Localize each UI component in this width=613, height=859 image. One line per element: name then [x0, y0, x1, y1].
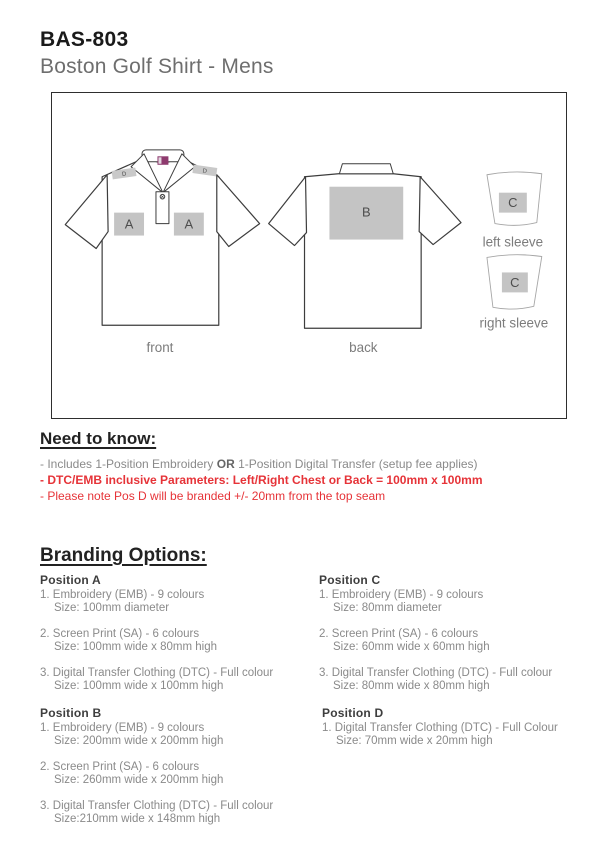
position-a-title: Position A	[40, 573, 101, 587]
right-sleeve-drawing	[480, 255, 549, 331]
back-collar-stand	[339, 164, 393, 174]
item-size: Size: 70mm wide x 20mm high	[336, 734, 493, 747]
branding-item	[40, 628, 315, 653]
need-to-know-line-2: - DTC/EMB inclusive Parameters: Left/Right Chest or Back = 100mm x 100mm	[40, 473, 483, 487]
left-sleeve-drawing	[483, 172, 544, 250]
front-view-label: front	[146, 340, 174, 356]
position-a-letter: A	[184, 216, 194, 232]
branding-item	[319, 589, 594, 614]
line1-post: 1-Position Digital Transfer (setup fee applies)	[234, 457, 478, 471]
back-right-sleeve	[419, 177, 461, 245]
right-sleeve-label: right sleeve	[479, 315, 549, 331]
item-line: 1. Digital Transfer Clothing (DTC) - Full Colour	[322, 722, 558, 734]
need-to-know-list	[40, 456, 580, 504]
need-to-know-line-1	[40, 456, 580, 472]
position-d-block	[319, 706, 594, 747]
position-c-letter: C	[510, 274, 520, 290]
item-line: 3. Digital Transfer Clothing (DTC) - Full colour	[319, 667, 553, 679]
branding-item	[40, 667, 315, 692]
item-size: Size:210mm wide x 148mm high	[54, 812, 221, 825]
page-title: BAS-803	[40, 28, 129, 51]
back-left-sleeve	[269, 177, 307, 246]
branding-item	[319, 667, 594, 692]
position-a-block	[40, 573, 315, 692]
line1-bold-or: OR	[216, 457, 235, 471]
line1-pre: - Includes 1-Position Embroidery	[40, 457, 217, 471]
item-line: 3. Digital Transfer Clothing (DTC) - Full colour	[40, 800, 274, 812]
position-c-block	[319, 573, 594, 692]
item-line: 3. Digital Transfer Clothing (DTC) - Full colour	[40, 667, 274, 679]
item-size: Size: 100mm wide x 80mm high	[54, 640, 217, 653]
left-sleeve-label: left sleeve	[482, 234, 544, 250]
front-shirt-drawing	[65, 150, 259, 355]
back-view-label: back	[349, 340, 378, 356]
position-b-title: Position B	[40, 706, 102, 720]
position-c-title: Position C	[319, 573, 381, 587]
branding-item	[40, 761, 315, 786]
collar-brand-label-detail	[158, 157, 161, 163]
position-a-letter: A	[124, 216, 134, 232]
back-shirt-drawing	[269, 164, 461, 355]
item-line: 1. Embroidery (EMB) - 9 colours	[319, 589, 484, 601]
garment-diagram	[52, 93, 566, 418]
garment-diagram-box	[51, 92, 567, 419]
item-size: Size: 60mm wide x 60mm high	[333, 640, 490, 653]
position-b-block	[40, 706, 315, 825]
branding-column-right	[319, 573, 594, 761]
branding-column-left	[40, 573, 315, 839]
item-size: Size: 80mm diameter	[333, 601, 442, 614]
item-line: 2. Screen Print (SA) - 6 colours	[40, 761, 200, 773]
position-b-letter: B	[362, 204, 371, 220]
item-line: 2. Screen Print (SA) - 6 colours	[40, 628, 200, 640]
branding-options-heading: Branding Options:	[40, 545, 207, 566]
position-d-letter: D	[202, 168, 208, 176]
branding-item	[40, 722, 315, 747]
branding-item	[319, 628, 594, 653]
front-body	[102, 158, 219, 325]
item-size: Size: 100mm diameter	[54, 601, 170, 614]
position-d-title: Position D	[322, 706, 384, 720]
position-c-letter: C	[508, 195, 518, 211]
branding-item	[40, 589, 315, 614]
item-line: 2. Screen Print (SA) - 6 colours	[319, 628, 479, 640]
front-right-sleeve	[217, 175, 260, 247]
branding-item	[40, 800, 315, 825]
need-to-know-line-3: - Please note Pos D will be branded +/- 20mm from the top seam	[40, 489, 386, 503]
item-size: Size: 260mm wide x 200mm high	[54, 773, 224, 786]
need-to-know-heading: Need to know:	[40, 429, 157, 448]
item-line: 1. Embroidery (EMB) - 9 colours	[40, 722, 205, 734]
position-d-letter: D	[121, 171, 127, 179]
item-size: Size: 200mm wide x 200mm high	[54, 734, 224, 747]
front-left-sleeve	[65, 175, 108, 249]
item-line: 1. Embroidery (EMB) - 9 colours	[40, 589, 205, 601]
product-subtitle: Boston Golf Shirt - Mens	[40, 55, 274, 78]
branding-item	[322, 722, 594, 747]
item-size: Size: 100mm wide x 100mm high	[54, 679, 224, 692]
item-size: Size: 80mm wide x 80mm high	[333, 679, 490, 692]
